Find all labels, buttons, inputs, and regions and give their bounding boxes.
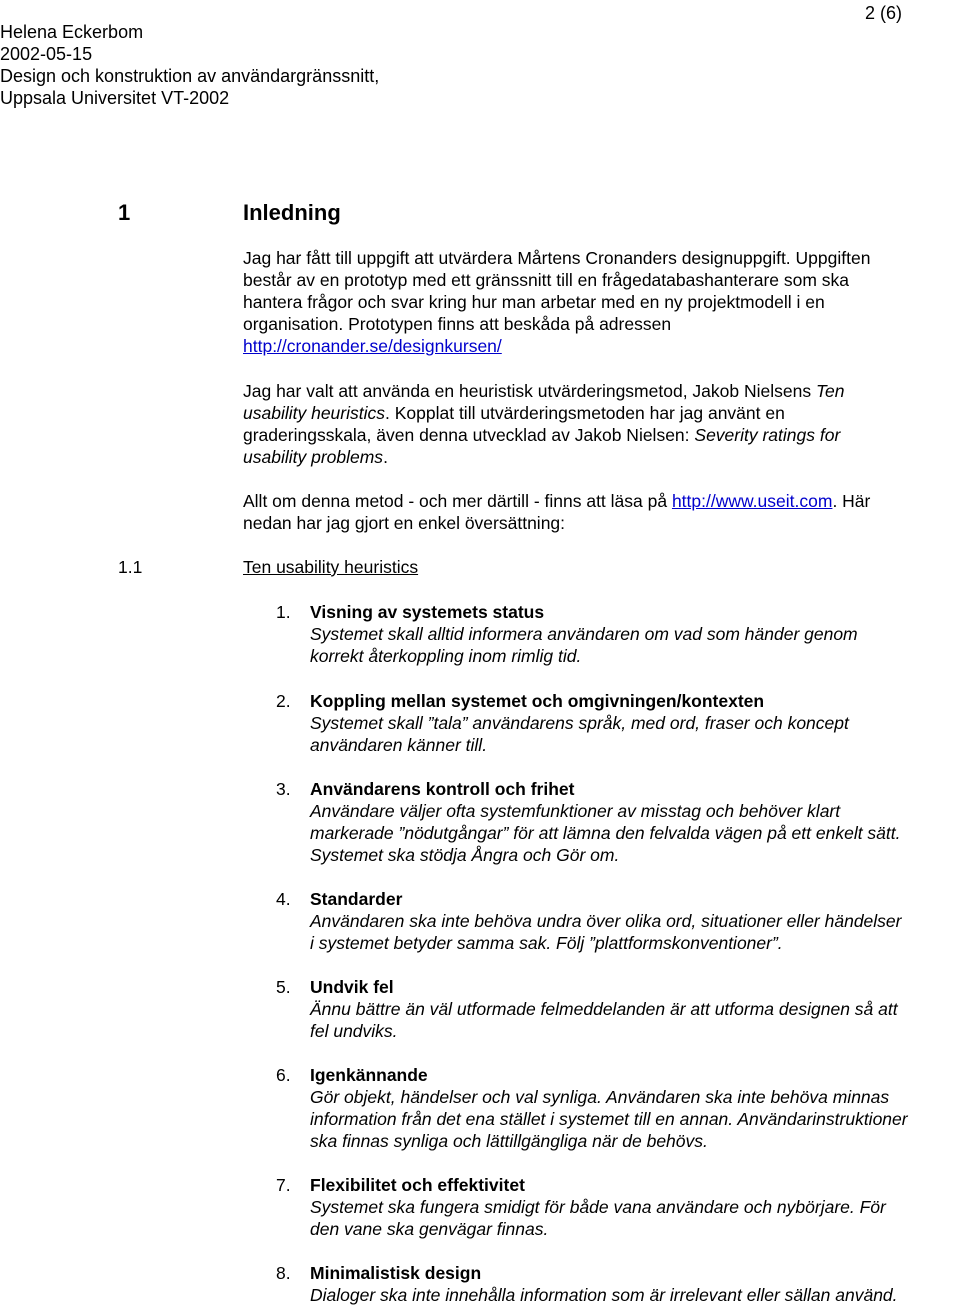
header-course: Design och konstruktion av användargränssnitt, <box>0 66 380 86</box>
heuristic-desc-line: ska finnas synliga och lättillgängliga när de behövs. <box>310 1131 708 1151</box>
subsection-title: Ten usability heuristics <box>243 557 419 577</box>
heuristic-number: 1. <box>276 602 291 622</box>
method-text: . Kopplat till utvärderingsmetoden har jag använt en <box>385 403 785 423</box>
reference-text: . Här <box>832 491 871 511</box>
method-text: graderingsskala, även denna utvecklad av Jakob Nielsen: <box>243 425 695 445</box>
heuristic-desc-line: användaren känner till. <box>310 735 488 755</box>
subsection-number: 1.1 <box>118 557 143 577</box>
intro-line: Jag har fått till uppgift att utvärdera Mårtens Cronanders designuppgift. Uppgiften <box>243 248 871 268</box>
heuristic-desc-line: fel undviks. <box>310 1021 398 1041</box>
page-number: 2 (6) <box>865 3 903 23</box>
heuristic-desc-line: Systemet ska fungera smidigt för både vana användare och nybörjare. För <box>310 1197 886 1217</box>
method-text: . <box>383 447 388 467</box>
section-title: Inledning <box>243 200 341 225</box>
heuristic-desc-line: Gör objekt, händelser och val synliga. Användaren ska inte behöva minnas <box>310 1087 890 1107</box>
heuristic-desc-line: Användaren ska inte behöva undra över olika ord, situationer eller händelser <box>310 911 902 931</box>
heuristic-desc-line: information från det ena stället i systemet till en annan. Användarinstruktioner <box>310 1109 908 1129</box>
heuristic-desc-line: markerade ”nödutgångar” för att lämna den felvalda vägen på ett enkelt sätt. <box>310 823 901 843</box>
heuristic-title: Visning av systemets status <box>310 602 545 622</box>
reference-text: Allt om denna metod - och mer därtill - finns att läsa på <box>243 491 672 511</box>
heuristic-desc-line: Systemet skall alltid informera användaren om vad som händer genom <box>310 624 858 644</box>
reference-text: nedan har jag gjort en enkel översättning: <box>243 513 566 533</box>
heuristic-number: 8. <box>276 1263 291 1283</box>
intro-line: organisation. Prototypen finns att beskåda på adressen <box>243 314 672 334</box>
method-title-italic: usability heuristics <box>243 403 385 423</box>
severity-title-italic: Severity ratings for <box>694 425 841 445</box>
heuristic-desc-line: i systemet betyder samma sak. Följ ”plattformskonventioner”. <box>310 933 783 953</box>
intro-line: består av en prototyp med ett gränssnitt till en frågedatabashanterare som ska <box>243 270 850 290</box>
intro-line: hantera frågor och svar kring hur man arbetar med en ny projektmodell i en <box>243 292 825 312</box>
heuristic-desc-line: Systemet skall ”tala” användarens språk, med ord, fraser och koncept <box>310 713 849 733</box>
heuristic-desc-line: Dialoger ska inte innehålla information som är irrelevant eller sällan använd. <box>310 1285 898 1305</box>
heuristic-title: Standarder <box>310 889 403 909</box>
heuristic-number: 7. <box>276 1175 291 1195</box>
heuristic-desc-line: den vane ska genvägar finnas. <box>310 1219 549 1239</box>
reference-paragraph <box>243 490 870 534</box>
method-title-italic: Ten <box>815 381 845 401</box>
header-author: Helena Eckerbom <box>0 22 144 42</box>
heuristic-title: Koppling mellan systemet och omgivningen/kontexten <box>310 691 765 711</box>
heuristic-title: Användarens kontroll och frihet <box>310 779 575 799</box>
heuristic-number: 2. <box>276 691 291 711</box>
method-text: Jag har valt att använda en heuristisk utvärderingsmetod, Jakob Nielsens <box>243 381 816 401</box>
header-date: 2002-05-15 <box>0 44 93 64</box>
heuristic-desc-line: Ännu bättre än väl utformade felmeddelanden är att utforma designen så att <box>310 999 898 1019</box>
heuristic-title: Undvik fel <box>310 977 394 997</box>
useit-link[interactable]: http://www.useit.com <box>671 491 833 511</box>
header-university: Uppsala Universitet VT-2002 <box>0 88 230 108</box>
heuristic-desc-line: Systemet ska stödja Ångra och Gör om. <box>310 845 620 865</box>
method-paragraph <box>243 380 845 468</box>
prototype-link[interactable]: http://cronander.se/designkursen/ <box>243 336 502 356</box>
heuristic-number: 5. <box>276 977 291 997</box>
heuristic-number: 6. <box>276 1065 291 1085</box>
intro-paragraph <box>243 247 870 357</box>
heuristic-desc-line: korrekt återkoppling inom rimlig tid. <box>310 646 582 666</box>
section-number: 1 <box>118 200 131 225</box>
heuristic-title: Flexibilitet och effektivitet <box>310 1175 525 1195</box>
heuristic-title: Minimalistisk design <box>310 1263 482 1283</box>
heuristic-title: Igenkännande <box>310 1065 428 1085</box>
heuristic-number: 4. <box>276 889 291 909</box>
heuristic-desc-line: Användare väljer ofta systemfunktioner av misstag och behöver klart <box>310 801 841 821</box>
severity-title-italic: usability problems <box>243 447 384 467</box>
heuristic-number: 3. <box>276 779 291 799</box>
